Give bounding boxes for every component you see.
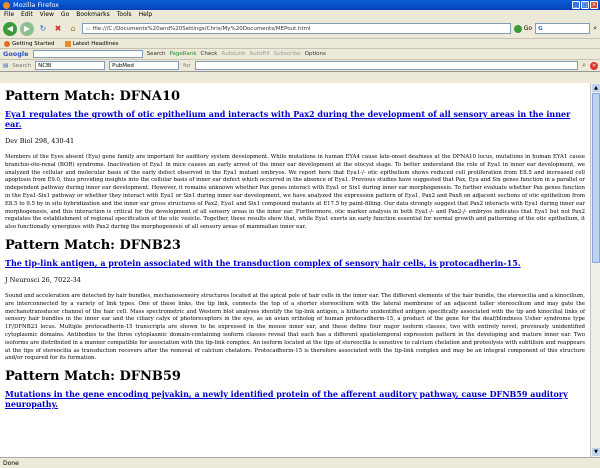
close-button[interactable]: × [591,2,597,8]
search-box[interactable] [535,23,590,34]
navigation-toolbar [0,19,600,39]
menu-tools[interactable]: Tools [116,11,132,18]
article-link-1[interactable]: Eya1 regulates the growth of otic epithelium and interacts with Pax2 during the development of all sensory areas in the inner ear. [5,109,571,129]
ncbi-search-label: Search [12,62,32,69]
home-button[interactable]: ⌂ [70,24,76,33]
page-icon: ▫ [86,25,90,32]
pattern-heading-2: Pattern Match: DFNB23 [5,237,181,253]
google-search-input[interactable] [33,50,143,58]
options-button[interactable]: Options [304,51,326,57]
ncbi-toolbar [0,60,600,72]
google-search-button[interactable]: Search [146,51,166,57]
maximize-button[interactable]: □ [582,2,588,8]
menu-edit[interactable]: Edit [21,11,33,18]
pagerank-button[interactable]: PageRank [169,51,197,57]
citation-2: J Neurosci 26, 7022-34 [5,275,81,284]
ncbi-for-label: for [183,62,191,69]
ncbi-query-input[interactable] [195,61,578,70]
back-button[interactable]: ◀ [3,22,17,36]
autolink-button[interactable]: AutoLink [221,51,246,57]
menu-view[interactable]: View [39,11,54,18]
search-engine-icon: G [538,25,543,32]
pubmed-database-select[interactable]: PubMed [109,61,179,70]
status-bar [0,457,600,468]
menu-help[interactable]: Help [138,11,153,18]
subscribe-button[interactable]: Subscribe [273,51,301,57]
ncbi-close-icon[interactable]: ✕ [591,62,597,69]
autofill-button[interactable]: AutoFill [249,51,270,57]
citation-1: Dev Biol 298, 430-41 [5,137,75,145]
check-button[interactable]: Check [200,51,218,57]
scroll-thumb[interactable] [592,93,600,263]
url-bar[interactable] [82,23,511,34]
page-content [0,83,590,457]
abstract-2: Sound and acceleration are detected by hair bundles, mechanosensory structures located at the apical pole of hair cells in the inner ear. The different elements of the hair bundle, the stereocilia and a kinocilium, are interconnected by a variety of link types. One of these links, the tip link, connects the top of a shorter stereocilium with the lateral membrane of an adjacent taller stereocilium and may gate the mechanotransducer channel of the hair cell. Mass spectrometric and Western blot analyses identify the tip-link antigen, a hitherto unidentified antigen specifically associated with the tip and kinocilial links of sensory hair bundles in the inner ear and the ciliary calyx of photoreceptors in the eye, as an avian ortholog of human protocadherin-15, a product of the gene for the deaf/blindness Usher syndrome type 1F/DFNB23 locus. Multiple protocadherin-15 transcripts are shown to be expressed in the mouse inner ear, and these define four major isoform classes, two with entirely novel, previously unidentified cytoplasmic domains. Antibodies to the three cytoplasmic domain-containing isoform classes reveal that each has a different spatiotemporal expression pattern in the developing and mature inner ear. Two isoforms are distributed in a manner compatible for association with the tip-link complex. An isoform located at the tips of stereocilia is sensitive to calcium chelation and proteolysis with subtilisin and reappears at the tips of stereocilia as transduction recovers after the removal of calcium chelators. Protocadherin-15 is therefore associated with the tip-link complex and may be an integral component of this structure and/or required for its formation. [5,292,585,362]
stop-button[interactable]: ✖ [54,24,62,33]
forward-button[interactable]: ▶ [20,22,34,36]
title-bar [0,0,600,10]
vertical-scrollbar[interactable] [590,83,600,457]
scroll-down-arrow-icon[interactable]: ▼ [592,448,600,456]
firefox-icon [3,2,10,9]
rss-icon [65,41,71,47]
menu-go[interactable]: Go [60,11,70,18]
ncbi-go-icon[interactable]: ⌕ [582,61,586,69]
bookmarks-toolbar [0,39,600,49]
abstract-1: Members of the Eyes absent (Eya) gene family are important for auditory system development. While mutations in human EYA4 cause late-onset deafness at the DFNA10 locus, mutations in human EYA1 cause branchio-oto-renal (BOR) syndrome. Inactivation of Eya1 in mice causes an early arrest of the inner ear development at the otocyst stage. To better understand the role of Eya1 in inner ear development, we analyzed the cellular and molecular basis of the early defect observed in the Eya1 mutant embryos. We report here that Eya1-/- otic epithelium shows reduced cell proliferation from E8.5 and increased cell apoptosis from E9.0, thus providing insights into the cellular basis of inner ear defect which occurred in the absence of Eya1. Previous studies have suggested that Pax, Eya and Six genes function in a parallel or independent pathway during inner ear development. However, it remains unknown whether Pax genes interact with Eya1 or Six1 during inner ear morphogenesis. To further evaluate whether Pax genes function in the Eya1-Six1 pathway or whether they interact with Eya1 or Six1 during inner ear development, we have analyzed the expression pattern of Eya1, Pax2 and Pax8 on adjacent sections of otic epithelium from E8.5 to 9.5 by in situ hybridization and the inner ear gross structures of Pax2, Eya1 and Six1 compound mutants at E17.5 by paint-filling. Our data strongly suggest that Pax2 interacts with Eya1 during inner ear morphogenesis, and this interaction is critical for the development of all sensory areas in the inner ear. Furthermore, otic marker analysis in both Eya1-/- and Pax2-/- embryos indicates that Eya1 but not Pax2 regulates the establishment of regional specification of the otic vesicle. Together, these results show that, while Eya1 exerts an early function essential for normal growth and patterning of the otic epithelium, it also functionally synergizes with Pax2 during the morphogenesis of all sensory areas of mammalian inner ear. [5,154,585,231]
scroll-up-arrow-icon[interactable]: ▲ [592,84,600,92]
window-title: Mozilla Firefox [13,1,59,9]
pattern-heading-1: Pattern Match: DFNA10 [5,89,181,104]
reload-button[interactable]: ↻ [39,24,47,33]
google-toolbar [0,49,600,60]
menu-bookmarks[interactable]: Bookmarks [76,11,110,18]
menu-bar [0,10,600,19]
search-icon[interactable]: ⌕ [593,24,597,32]
bookmark-icon [4,41,10,47]
status-text: Done [3,459,19,467]
article-link-3[interactable]: Mutations in the gene encoding pejvakin, a newly identified protein of the afferent auditory pathway, cause DFNB59 auditory neuropathy. [5,389,568,410]
ncbi-logo-icon: ▤ [3,62,9,69]
bookmark-getting-started[interactable]: Getting Started [4,41,55,47]
minimize-button[interactable]: _ [572,1,580,9]
bookmark-latest-headlines[interactable]: Latest Headlines [65,41,119,47]
go-icon [514,25,522,33]
menu-file[interactable]: File [4,11,15,18]
ncbi-database-select[interactable]: NCBI [35,61,105,70]
article-link-2[interactable]: The tip-link antigen, a protein associated with the transduction complex of sensory hair cells, is protocadherin-15. [5,257,521,268]
go-button[interactable]: Go [514,25,532,33]
url-text: file:///C:/Documents%20and%20Settings/Chris/My%20Documents/MEPout.html [92,25,311,32]
pattern-heading-3: Pattern Match: DFNB59 [5,369,181,385]
google-logo: Google [3,50,29,58]
